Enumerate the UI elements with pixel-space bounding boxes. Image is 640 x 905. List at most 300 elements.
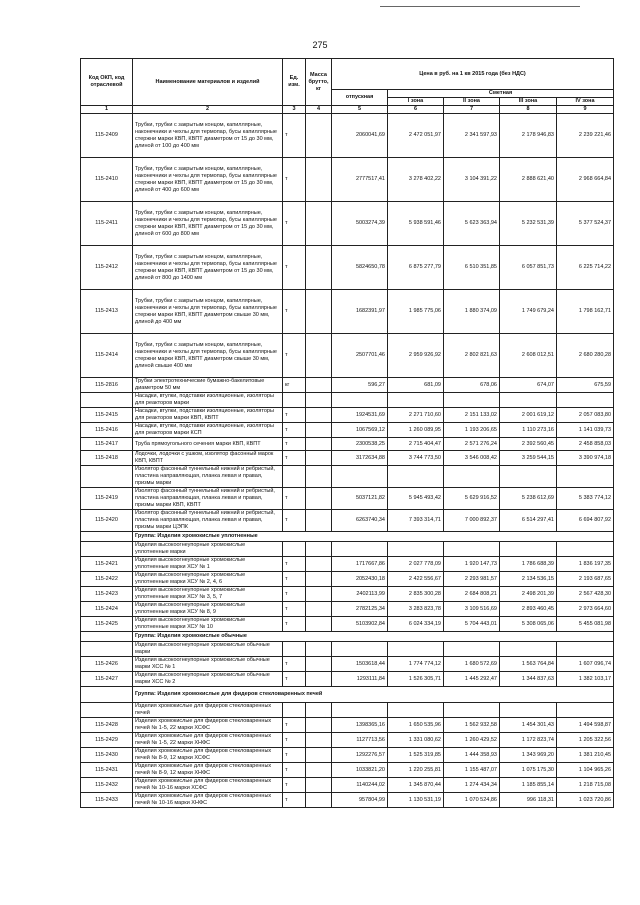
cell-zone-2-price: 2 571 276,24 bbox=[444, 438, 500, 451]
cell-zone-3-price: 2 608 012,51 bbox=[500, 334, 557, 378]
cell-zone-1-price: 1 331 080,62 bbox=[388, 733, 444, 748]
cell-release-price: 2782125,34 bbox=[332, 602, 388, 617]
cell-code bbox=[81, 393, 133, 408]
cell-mass bbox=[306, 202, 332, 246]
header-zone-4: IV зона bbox=[557, 98, 614, 106]
cell-zone-2-price: 1 880 374,09 bbox=[444, 290, 500, 334]
cell-zone-2-price: 2 341 597,93 bbox=[444, 114, 500, 158]
cell-zone-2-price: 1 193 206,65 bbox=[444, 423, 500, 438]
header-unit: Ед. изм. bbox=[283, 59, 306, 106]
cell-unit: т bbox=[283, 423, 306, 438]
column-number: 3 bbox=[283, 106, 306, 114]
cell-unit: т bbox=[283, 748, 306, 763]
cell-zone-1-price bbox=[388, 642, 444, 657]
cell-zone-1-price: 1 260 089,95 bbox=[388, 423, 444, 438]
cell-name: Изделия хромокислые для фидеров стекловаренных печей № 10-16 марки ХСФС bbox=[133, 778, 283, 793]
cell-code: 115-2425 bbox=[81, 617, 133, 632]
cell-zone-3-price bbox=[500, 703, 557, 718]
cell-zone-2-price bbox=[444, 542, 500, 557]
cell-name: Насадки, втулки, подставки изоляционные, изоляторы для реакторов марки bbox=[133, 393, 283, 408]
cell-release-price: 2300538,25 bbox=[332, 438, 388, 451]
cell-unit: т bbox=[283, 557, 306, 572]
table-row bbox=[81, 672, 614, 687]
cell-code: 115-2433 bbox=[81, 793, 133, 808]
cell-unit: т bbox=[283, 572, 306, 587]
group-row bbox=[81, 632, 614, 642]
cell-mass bbox=[306, 572, 332, 587]
price-table bbox=[80, 58, 614, 808]
cell-zone-1-price: 3 283 823,78 bbox=[388, 602, 444, 617]
header-price: Цена в руб. на 1 кв 2015 года (без НДС) bbox=[332, 59, 614, 90]
cell-zone-2-price: 1 445 292,47 bbox=[444, 672, 500, 687]
cell-zone-4-price bbox=[557, 466, 614, 488]
cell-code: 115-2422 bbox=[81, 572, 133, 587]
table-row bbox=[81, 334, 614, 378]
cell-name: Изделия хромокислые для фидеров стекловаренных печей № 1-5, 22 марки ХСФС bbox=[133, 718, 283, 733]
cell-code: 115-2428 bbox=[81, 718, 133, 733]
cell-zone-4-price: 3 390 974,18 bbox=[557, 451, 614, 466]
cell-unit: т bbox=[283, 290, 306, 334]
cell-zone-2-price: 2 151 133,02 bbox=[444, 408, 500, 423]
cell-zone-4-price: 2 458 858,03 bbox=[557, 438, 614, 451]
header-zone-3: III зона bbox=[500, 98, 557, 106]
column-number: 6 bbox=[388, 106, 444, 114]
cell-release-price bbox=[332, 703, 388, 718]
cell-zone-3-price: 1 343 969,20 bbox=[500, 748, 557, 763]
cell-unit bbox=[283, 393, 306, 408]
cell-unit: т bbox=[283, 672, 306, 687]
cell-zone-2-price: 3 104 391,22 bbox=[444, 158, 500, 202]
cell-mass bbox=[306, 733, 332, 748]
cell-name: Изделия высокоогнеупорные хромокислые уплотненные марки ХСУ № 10 bbox=[133, 617, 283, 632]
cell-zone-1-price: 1 220 255,81 bbox=[388, 763, 444, 778]
cell-zone-1-price: 7 393 314,71 bbox=[388, 510, 444, 532]
cell-release-price: 2060041,69 bbox=[332, 114, 388, 158]
cell-name: Изделия высокоогнеупорные хромокислые обычные марки ХСС № 1 bbox=[133, 657, 283, 672]
cell-code: 115-2415 bbox=[81, 408, 133, 423]
cell-release-price: 1033821,20 bbox=[332, 763, 388, 778]
cell-zone-4-price: 2 567 428,30 bbox=[557, 587, 614, 602]
cell-zone-3-price: 6 514 297,41 bbox=[500, 510, 557, 532]
cell-zone-1-price: 2 959 926,92 bbox=[388, 334, 444, 378]
cell-zone-4-price: 1 494 598,87 bbox=[557, 718, 614, 733]
cell-zone-4-price: 6 694 807,92 bbox=[557, 510, 614, 532]
cell-zone-2-price bbox=[444, 466, 500, 488]
cell-zone-1-price: 6 024 334,19 bbox=[388, 617, 444, 632]
table-row bbox=[81, 202, 614, 246]
cell-zone-2-price: 1 444 358,93 bbox=[444, 748, 500, 763]
cell-mass bbox=[306, 748, 332, 763]
cell-unit: т bbox=[283, 408, 306, 423]
cell-mass bbox=[306, 466, 332, 488]
cell-mass bbox=[306, 510, 332, 532]
cell-name: Изделия хромокислые для фидеров стекловаренных печей № 10-16 марки ХНФС bbox=[133, 793, 283, 808]
top-rule bbox=[380, 6, 580, 7]
table-row bbox=[81, 587, 614, 602]
cell-zone-2-price: 2 293 981,57 bbox=[444, 572, 500, 587]
cell-zone-2-price: 3 546 008,42 bbox=[444, 451, 500, 466]
cell-name: Изделия высокоогнеупорные хромокислые уплотненные марки ХСУ № 8, 9 bbox=[133, 602, 283, 617]
cell-release-price bbox=[332, 466, 388, 488]
cell-mass bbox=[306, 393, 332, 408]
cell-mass bbox=[306, 334, 332, 378]
cell-zone-4-price: 2 968 664,84 bbox=[557, 158, 614, 202]
cell-zone-3-price: 1 110 273,16 bbox=[500, 423, 557, 438]
table-row bbox=[81, 466, 614, 488]
cell-mass bbox=[306, 602, 332, 617]
cell-mass bbox=[306, 793, 332, 808]
cell-unit bbox=[283, 642, 306, 657]
cell-zone-3-price: 674,07 bbox=[500, 378, 557, 393]
group-row bbox=[81, 687, 614, 703]
column-number: 2 bbox=[133, 106, 283, 114]
cell-zone-2-price: 1 274 434,34 bbox=[444, 778, 500, 793]
cell-zone-1-price bbox=[388, 393, 444, 408]
group-title: Группа: Изделия хромокислые обычные bbox=[133, 632, 614, 642]
cell-zone-3-price: 1 563 764,84 bbox=[500, 657, 557, 672]
table-row bbox=[81, 451, 614, 466]
cell-code: 115-2427 bbox=[81, 672, 133, 687]
cell-zone-4-price: 1 607 096,74 bbox=[557, 657, 614, 672]
table-row bbox=[81, 793, 614, 808]
cell-zone-2-price bbox=[444, 703, 500, 718]
cell-zone-4-price: 2 057 083,80 bbox=[557, 408, 614, 423]
cell-release-price: 1292276,57 bbox=[332, 748, 388, 763]
cell-zone-1-price: 2 271 710,60 bbox=[388, 408, 444, 423]
cell-release-price: 2507701,46 bbox=[332, 334, 388, 378]
cell-zone-2-price: 1 155 487,07 bbox=[444, 763, 500, 778]
cell-zone-1-price: 1 985 775,06 bbox=[388, 290, 444, 334]
column-number: 8 bbox=[500, 106, 557, 114]
cell-zone-1-price: 1 130 531,19 bbox=[388, 793, 444, 808]
header-release: отпускная bbox=[332, 90, 388, 106]
cell-code: 115-2418 bbox=[81, 451, 133, 466]
cell-zone-4-price: 2 193 687,65 bbox=[557, 572, 614, 587]
cell-zone-2-price: 1 680 572,69 bbox=[444, 657, 500, 672]
cell-code: 115-2426 bbox=[81, 657, 133, 672]
cell-mass bbox=[306, 557, 332, 572]
cell-zone-4-price bbox=[557, 642, 614, 657]
cell-zone-4-price: 2 239 221,46 bbox=[557, 114, 614, 158]
cell-zone-4-price: 1 205 322,56 bbox=[557, 733, 614, 748]
cell-code bbox=[81, 642, 133, 657]
cell-zone-3-price: 2 498 201,39 bbox=[500, 587, 557, 602]
cell-unit: кг bbox=[283, 378, 306, 393]
cell-name: Лодочки, лодочки с ушком, изолятор фасонный марок КВП, КВПТ bbox=[133, 451, 283, 466]
cell-code: 115-2417 bbox=[81, 438, 133, 451]
cell-zone-3-price: 5 232 531,39 bbox=[500, 202, 557, 246]
table-row bbox=[81, 158, 614, 202]
cell-name: Трубки, трубки с закрытым концом, капиллярные, наконечники и чехлы для термопар, бусы капиллярные стержни марки КВП, КВПТ диаметром свыше 30 мм, длиной свыше 400 мм bbox=[133, 334, 283, 378]
table-row bbox=[81, 657, 614, 672]
cell-code: 115-2410 bbox=[81, 158, 133, 202]
cell-zone-1-price: 2 472 051,97 bbox=[388, 114, 444, 158]
cell-name: Изолятор фасонный туннельный нижний и ребристый, пластина направляющая, планка левая и правая, призмы марки КВП, КВПТ bbox=[133, 488, 283, 510]
cell-zone-1-price: 6 875 277,79 bbox=[388, 246, 444, 290]
cell-zone-3-price: 5 308 065,06 bbox=[500, 617, 557, 632]
cell-code: 115-2409 bbox=[81, 114, 133, 158]
cell-code bbox=[81, 542, 133, 557]
cell-release-price: 5103902,84 bbox=[332, 617, 388, 632]
cell-zone-3-price: 1 185 855,14 bbox=[500, 778, 557, 793]
cell-code bbox=[81, 532, 133, 542]
cell-release-price: 1682391,97 bbox=[332, 290, 388, 334]
cell-name: Изделия высокоогнеупорные хромокислые уплотненные марки ХСУ № 3, 5, 7 bbox=[133, 587, 283, 602]
cell-code: 115-2423 bbox=[81, 587, 133, 602]
cell-code: 115-2430 bbox=[81, 748, 133, 763]
cell-name: Изделия хромокислые для фидеров стекловаренных печей № 8-9, 12 марки ХНФС bbox=[133, 763, 283, 778]
cell-zone-2-price bbox=[444, 642, 500, 657]
cell-zone-4-price: 1 836 197,35 bbox=[557, 557, 614, 572]
cell-zone-1-price: 681,09 bbox=[388, 378, 444, 393]
cell-zone-1-price: 2 027 778,09 bbox=[388, 557, 444, 572]
cell-zone-1-price: 2 835 300,28 bbox=[388, 587, 444, 602]
table-row bbox=[81, 557, 614, 572]
cell-zone-3-price: 1 454 301,43 bbox=[500, 718, 557, 733]
cell-zone-3-price: 996 118,31 bbox=[500, 793, 557, 808]
cell-name: Изделия хромокислые для фидеров стекловаренных печей № 8-9, 12 марки ХСФС bbox=[133, 748, 283, 763]
cell-name: Изолятор фасонный туннельный нижний и ребристый, пластина направляющая, планка левая и правая, призмы марки ЦЭПК bbox=[133, 510, 283, 532]
cell-zone-4-price: 1 218 715,08 bbox=[557, 778, 614, 793]
cell-zone-4-price: 1 104 965,26 bbox=[557, 763, 614, 778]
cell-code: 115-2421 bbox=[81, 557, 133, 572]
cell-zone-1-price: 1 525 319,85 bbox=[388, 748, 444, 763]
cell-code: 115-2419 bbox=[81, 488, 133, 510]
cell-name: Трубки, трубки с закрытым концом, капиллярные, наконечники и чехлы для термопар, бусы капиллярные стержни марки КВП, КВПТ диаметром от 15 до 30 мм, длиной от 400 до 600 мм bbox=[133, 158, 283, 202]
cell-release-price: 2052430,18 bbox=[332, 572, 388, 587]
cell-zone-3-price: 3 259 544,15 bbox=[500, 451, 557, 466]
cell-zone-1-price bbox=[388, 542, 444, 557]
cell-name: Изделия высокоогнеупорные хромокислые уплотненные марки ХСУ № 1 bbox=[133, 557, 283, 572]
column-number: 9 bbox=[557, 106, 614, 114]
cell-mass bbox=[306, 542, 332, 557]
cell-zone-4-price: 1 381 210,45 bbox=[557, 748, 614, 763]
cell-zone-3-price bbox=[500, 642, 557, 657]
cell-zone-4-price: 5 383 774,12 bbox=[557, 488, 614, 510]
cell-mass bbox=[306, 657, 332, 672]
cell-name: Трубки, трубки с закрытым концом, капиллярные, наконечники и чехлы для термопар, бусы капиллярные стержни марки КВП, КВПТ диаметром от 15 до 30 мм, длиной от 800 до 1400 мм bbox=[133, 246, 283, 290]
cell-zone-3-price: 1 786 688,39 bbox=[500, 557, 557, 572]
cell-unit: т bbox=[283, 202, 306, 246]
table-row bbox=[81, 423, 614, 438]
cell-mass bbox=[306, 451, 332, 466]
cell-unit: т bbox=[283, 451, 306, 466]
cell-zone-1-price: 1 526 305,71 bbox=[388, 672, 444, 687]
cell-zone-1-price bbox=[388, 466, 444, 488]
cell-name: Насадки, втулки, подставки изоляционные, изоляторы для реакторов марки КВП, КВПТ bbox=[133, 408, 283, 423]
cell-code: 115-2816 bbox=[81, 378, 133, 393]
cell-release-price: 957804,99 bbox=[332, 793, 388, 808]
cell-code: 115-2416 bbox=[81, 423, 133, 438]
cell-unit: т bbox=[283, 114, 306, 158]
table-row bbox=[81, 642, 614, 657]
header-zone-1: I зона bbox=[388, 98, 444, 106]
cell-zone-3-price: 2 134 536,15 bbox=[500, 572, 557, 587]
page-number: 275 bbox=[312, 40, 328, 50]
cell-release-price: 2402113,99 bbox=[332, 587, 388, 602]
cell-unit: т bbox=[283, 778, 306, 793]
cell-unit: т bbox=[283, 763, 306, 778]
header-estimate: Сметная bbox=[388, 90, 614, 98]
cell-mass bbox=[306, 378, 332, 393]
cell-unit: т bbox=[283, 793, 306, 808]
cell-name: Изолятор фасонный туннельный нижний и ребристый, пластина направляющая, планка левая и правая, призмы марки bbox=[133, 466, 283, 488]
cell-zone-4-price: 5 377 524,37 bbox=[557, 202, 614, 246]
cell-name: Трубки электротехнические бумажно-бакелитовые диаметром 50 мм bbox=[133, 378, 283, 393]
cell-zone-1-price: 3 744 773,50 bbox=[388, 451, 444, 466]
cell-unit: т bbox=[283, 657, 306, 672]
cell-zone-2-price: 5 623 363,94 bbox=[444, 202, 500, 246]
cell-release-price: 1293111,84 bbox=[332, 672, 388, 687]
header-name: Наименование материалов и изделий bbox=[133, 59, 283, 106]
cell-zone-2-price: 2 802 821,63 bbox=[444, 334, 500, 378]
cell-name: Труба прямоугольного сечения марки КВП, КВПТ bbox=[133, 438, 283, 451]
cell-mass bbox=[306, 158, 332, 202]
table-row bbox=[81, 510, 614, 532]
cell-code bbox=[81, 466, 133, 488]
cell-mass bbox=[306, 587, 332, 602]
cell-mass bbox=[306, 408, 332, 423]
table-row bbox=[81, 748, 614, 763]
cell-zone-1-price: 1 650 535,96 bbox=[388, 718, 444, 733]
cell-unit bbox=[283, 466, 306, 488]
column-number: 7 bbox=[444, 106, 500, 114]
cell-zone-1-price: 3 278 402,22 bbox=[388, 158, 444, 202]
cell-zone-2-price: 1 562 932,58 bbox=[444, 718, 500, 733]
table-row bbox=[81, 290, 614, 334]
cell-name: Изделия хромокислые для фидеров стекловаренных печей bbox=[133, 703, 283, 718]
group-title: Группа: Изделия хромокислые уплотненные bbox=[133, 532, 614, 542]
table-row bbox=[81, 488, 614, 510]
cell-name: Изделия высокоогнеупорные хромокислые обычные марки bbox=[133, 642, 283, 657]
cell-zone-1-price: 2 422 556,67 bbox=[388, 572, 444, 587]
cell-zone-1-price bbox=[388, 703, 444, 718]
cell-release-price: 1140244,02 bbox=[332, 778, 388, 793]
cell-mass bbox=[306, 290, 332, 334]
cell-release-price: 1924531,69 bbox=[332, 408, 388, 423]
cell-zone-4-price bbox=[557, 703, 614, 718]
table-row bbox=[81, 246, 614, 290]
cell-zone-3-price bbox=[500, 393, 557, 408]
table-row bbox=[81, 778, 614, 793]
table-row bbox=[81, 572, 614, 587]
cell-mass bbox=[306, 617, 332, 632]
column-number: 4 bbox=[306, 106, 332, 114]
cell-zone-2-price: 678,06 bbox=[444, 378, 500, 393]
cell-zone-4-price: 2 680 280,28 bbox=[557, 334, 614, 378]
cell-unit: т bbox=[283, 733, 306, 748]
cell-zone-4-price: 5 455 081,98 bbox=[557, 617, 614, 632]
cell-mass bbox=[306, 763, 332, 778]
cell-zone-2-price: 1 260 429,52 bbox=[444, 733, 500, 748]
cell-name: Трубки, трубки с закрытым концом, капиллярные, наконечники и чехлы для термопар, бусы капиллярные стержни марки КВП, КВПТ диаметром от 15 до 30 мм, длиной от 100 до 400 мм bbox=[133, 114, 283, 158]
cell-unit: т bbox=[283, 617, 306, 632]
cell-mass bbox=[306, 703, 332, 718]
cell-zone-1-price: 5 945 493,42 bbox=[388, 488, 444, 510]
cell-mass bbox=[306, 642, 332, 657]
cell-zone-1-price: 5 938 591,46 bbox=[388, 202, 444, 246]
cell-name: Трубки, трубки с закрытым концом, капиллярные, наконечники и чехлы для термопар, бусы капиллярные стержни марки КВП, КВПТ диаметром свыше 30 мм, длиной до 400 мм bbox=[133, 290, 283, 334]
cell-code: 115-2412 bbox=[81, 246, 133, 290]
cell-mass bbox=[306, 718, 332, 733]
cell-release-price: 6263740,34 bbox=[332, 510, 388, 532]
header-zone-2: II зона bbox=[444, 98, 500, 106]
cell-zone-2-price: 1 070 524,86 bbox=[444, 793, 500, 808]
cell-zone-4-price: 1 023 720,86 bbox=[557, 793, 614, 808]
cell-code: 115-2432 bbox=[81, 778, 133, 793]
table-row bbox=[81, 718, 614, 733]
cell-release-price: 1717667,86 bbox=[332, 557, 388, 572]
cell-release-price: 1398365,16 bbox=[332, 718, 388, 733]
table-row bbox=[81, 393, 614, 408]
table-row bbox=[81, 114, 614, 158]
cell-zone-4-price bbox=[557, 393, 614, 408]
cell-release-price: 1067569,12 bbox=[332, 423, 388, 438]
cell-unit: т bbox=[283, 510, 306, 532]
cell-mass bbox=[306, 672, 332, 687]
table-row bbox=[81, 408, 614, 423]
cell-zone-2-price bbox=[444, 393, 500, 408]
cell-release-price: 596,27 bbox=[332, 378, 388, 393]
header-code: Код ОКП, код отраслевой bbox=[81, 59, 133, 106]
cell-zone-4-price: 1 798 162,71 bbox=[557, 290, 614, 334]
cell-zone-3-price: 6 057 851,73 bbox=[500, 246, 557, 290]
cell-name: Изделия хромокислые для фидеров стекловаренных печей № 1-5, 22 марки ХНФС bbox=[133, 733, 283, 748]
cell-zone-2-price: 5 629 916,52 bbox=[444, 488, 500, 510]
cell-zone-4-price bbox=[557, 542, 614, 557]
cell-code bbox=[81, 632, 133, 642]
cell-zone-4-price: 2 973 664,60 bbox=[557, 602, 614, 617]
column-number-row bbox=[81, 106, 614, 114]
cell-release-price: 1503618,44 bbox=[332, 657, 388, 672]
cell-mass bbox=[306, 778, 332, 793]
cell-unit: т bbox=[283, 246, 306, 290]
cell-zone-4-price: 1 141 039,73 bbox=[557, 423, 614, 438]
column-number: 1 bbox=[81, 106, 133, 114]
cell-zone-3-price: 5 238 612,69 bbox=[500, 488, 557, 510]
cell-zone-2-price: 2 684 808,21 bbox=[444, 587, 500, 602]
cell-release-price: 2777517,41 bbox=[332, 158, 388, 202]
cell-code bbox=[81, 687, 133, 703]
cell-zone-2-price: 5 704 443,01 bbox=[444, 617, 500, 632]
table-row bbox=[81, 703, 614, 718]
cell-code: 115-2413 bbox=[81, 290, 133, 334]
header-mass: Масса брутто, кг bbox=[306, 59, 332, 106]
cell-mass bbox=[306, 246, 332, 290]
cell-zone-3-price bbox=[500, 542, 557, 557]
cell-code: 115-2429 bbox=[81, 733, 133, 748]
cell-zone-2-price: 1 920 147,73 bbox=[444, 557, 500, 572]
cell-zone-4-price: 1 382 103,17 bbox=[557, 672, 614, 687]
cell-zone-3-price bbox=[500, 466, 557, 488]
cell-unit bbox=[283, 542, 306, 557]
cell-release-price: 5037121,82 bbox=[332, 488, 388, 510]
cell-mass bbox=[306, 438, 332, 451]
cell-name: Изделия высокоогнеупорные хромокислые уплотненные марки bbox=[133, 542, 283, 557]
cell-zone-3-price: 2 893 460,45 bbox=[500, 602, 557, 617]
cell-zone-3-price: 1 172 823,74 bbox=[500, 733, 557, 748]
cell-zone-4-price: 6 225 714,22 bbox=[557, 246, 614, 290]
cell-zone-3-price: 2 001 619,12 bbox=[500, 408, 557, 423]
cell-release-price: 5003274,39 bbox=[332, 202, 388, 246]
cell-code: 115-2414 bbox=[81, 334, 133, 378]
cell-zone-3-price: 1 344 837,63 bbox=[500, 672, 557, 687]
cell-zone-3-price: 1 075 175,30 bbox=[500, 763, 557, 778]
cell-zone-1-price: 2 715 404,47 bbox=[388, 438, 444, 451]
cell-unit: т bbox=[283, 488, 306, 510]
cell-release-price: 1127713,56 bbox=[332, 733, 388, 748]
column-number: 5 bbox=[332, 106, 388, 114]
